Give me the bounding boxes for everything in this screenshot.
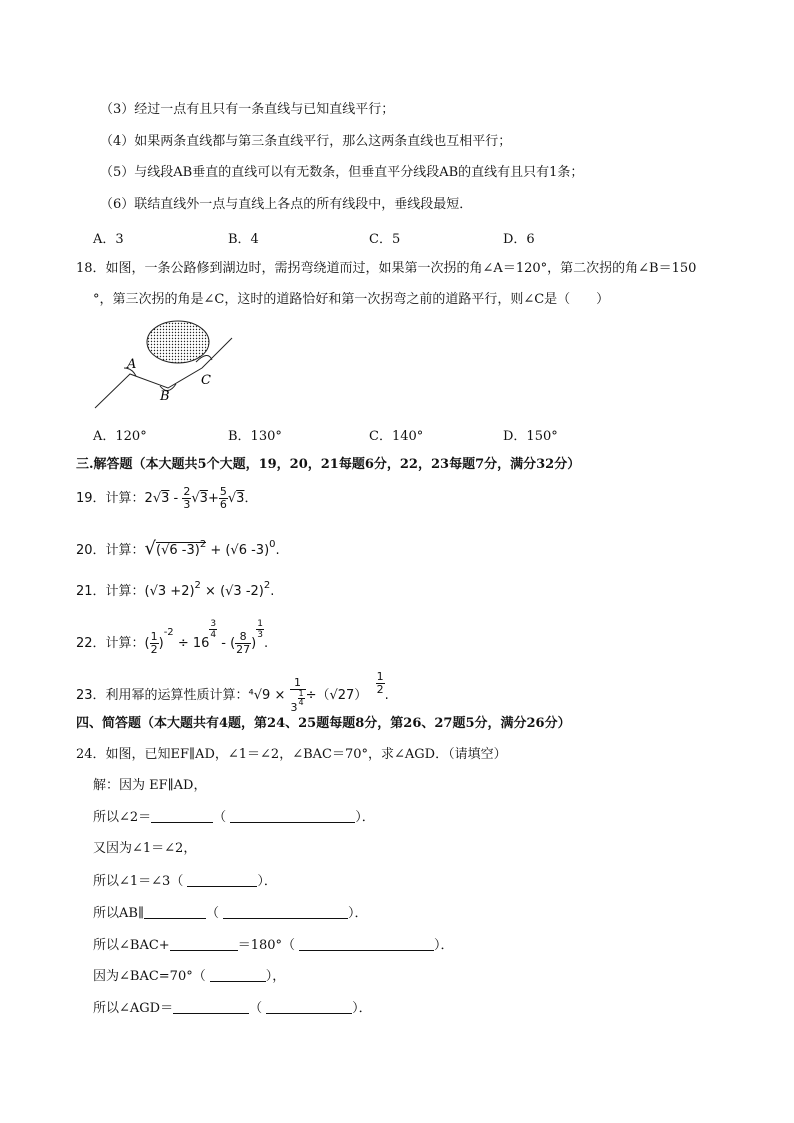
q19-prefix: 19．计算： <box>76 491 145 506</box>
q22-exp2: $\frac{3}{4}$ <box>210 619 217 640</box>
q24-blank-9[interactable] <box>173 999 249 1014</box>
q24-step8-text: 所以∠AGD＝ <box>93 1001 174 1016</box>
q23-power: $\frac{1}{2}$ <box>376 670 384 696</box>
q21-p1: (√3 +2) <box>144 584 195 599</box>
label-c: C <box>201 373 211 388</box>
q22-prefix: 22．计算： <box>76 636 145 651</box>
q18-option-b: B．130° <box>228 429 282 444</box>
q19-radicand: 3 <box>161 491 170 506</box>
q22-end: . <box>263 636 269 651</box>
q24-blank-8[interactable] <box>210 967 266 982</box>
q21 <box>76 574 274 604</box>
q17-option-d: D．6 <box>503 232 535 247</box>
q21-prefix: 21．计算： <box>76 584 145 599</box>
q24-close-2: ）． <box>257 874 277 889</box>
q22-frac2: $\frac{8}{27}$ <box>236 630 251 656</box>
q20-root-body <box>156 539 207 558</box>
q19-end: ． <box>244 491 258 506</box>
q24-step2 <box>93 808 375 827</box>
q24-open-6: （ <box>249 1001 263 1016</box>
q24-blank-7[interactable] <box>299 936 434 951</box>
q24-step4-text: 所以∠1＝∠3（ <box>93 874 184 889</box>
q21-end: . <box>270 584 275 599</box>
q24-step6-mid: ＝180°（ <box>237 938 296 953</box>
q22-div: ÷ 16 <box>173 636 210 651</box>
q24-close-1: ）． <box>355 810 375 825</box>
q24-step7-text: 因为∠BAC=70°（ <box>93 969 206 984</box>
q19-coef: 2 <box>144 491 153 506</box>
q17-option-b: B．4 <box>228 232 259 247</box>
q24-step8 <box>93 999 372 1018</box>
q23-root: ⁴√9 <box>248 688 271 703</box>
q23-frac: 1 3 $\frac{1}{4}$ <box>290 676 304 714</box>
list-item-4: （4）如果两条直线都与第三条直线平行，那么这两条直线也互相平行； <box>100 134 512 149</box>
q18-stem-line2: °，第三次拐的角是∠C，这时的道路恰好和第一次拐弯之前的道路平行，则∠C是（ ） <box>93 292 610 307</box>
q19-plus: + <box>207 491 219 506</box>
q24-close-6: ）． <box>352 1001 372 1016</box>
q17-option-a: A．3 <box>93 232 124 247</box>
q18-figure <box>90 316 250 416</box>
q24-blank-3[interactable] <box>187 872 257 887</box>
q21-sq1: 2 <box>194 580 201 591</box>
q18-option-a: A．120° <box>93 429 147 444</box>
q24-step6-text: 所以∠BAC+ <box>93 938 170 953</box>
q24-open-3: （ <box>205 906 219 921</box>
q24-close-4: ）． <box>434 938 454 953</box>
q24-blank-2[interactable] <box>230 808 355 823</box>
q18-option-c: C．140° <box>369 429 424 444</box>
q20: 20．计算：√(√6 -3)$^2$ + (√6 -3)$^0$. <box>76 538 280 559</box>
label-a: A <box>127 357 137 372</box>
lake-shape <box>147 321 209 363</box>
q24-stem: 24．如图，已知EF∥AD，∠1＝∠2，∠BAC＝70°，求∠AGD．（请填空） <box>76 747 507 762</box>
section3-heading: 三.解答题（本大题共5个大题，19，20，21每题6分，22，23每题7分，满分32分） <box>76 457 581 472</box>
q24-close-3: ）． <box>347 906 368 921</box>
q22-minus: - <box>217 636 231 651</box>
list-item-3: （3）经过一点有且只有一条直线与已知直线平行； <box>100 102 395 117</box>
q20-prefix: 20．计算： <box>76 543 145 558</box>
q17-option-c: C．5 <box>369 232 401 247</box>
q19-radicand2: 3 <box>199 491 208 506</box>
q23 <box>76 671 389 714</box>
q24-step3: 又因为∠1＝∠2， <box>93 841 197 856</box>
q22: 22．计算：( $\frac{1}{2}$ )$^{-2}$ ÷ 16 $\frac{3}{4}$ - ( $\frac{8}{27}$ ) $\frac{1}{3}$ . <box>76 619 269 656</box>
q24-step6 <box>93 936 454 955</box>
q23-end: . <box>384 688 389 703</box>
q23-times: × <box>270 688 290 703</box>
q24-blank-5[interactable] <box>223 904 348 919</box>
q20-zero: 0 <box>269 539 276 550</box>
q19-radicand3: 3 <box>236 491 245 506</box>
list-item-5: （5）与线段AB垂直的直线可以有无数条，但垂直平分线段AB的直线有且只有1条； <box>100 165 584 180</box>
q24-blank-6[interactable] <box>170 936 238 951</box>
q24-step7 <box>93 967 285 986</box>
q24-step4 <box>93 872 277 891</box>
q21-sq2: 2 <box>263 580 271 591</box>
q24-blank-1[interactable] <box>151 808 213 823</box>
q22-exp1: -2 <box>163 627 174 638</box>
q20-end: . <box>275 543 280 558</box>
q19-frac1: $\frac{2}{3}$ <box>183 485 191 511</box>
q24-step1: 解：因为 EF∥AD， <box>93 778 207 793</box>
q22-exp3: $\frac{1}{3}$ <box>257 619 263 640</box>
q24-open-1: （ <box>213 810 227 825</box>
q20-sq: 2 <box>199 539 207 550</box>
q24-step2-text: 所以∠2＝ <box>93 810 152 825</box>
q24-step5 <box>93 904 367 923</box>
q24-close-5: ）， <box>265 969 286 984</box>
q23-prefix: 23．利用幂的运算性质计算： <box>76 688 249 703</box>
q18-option-d: D．150° <box>503 429 558 444</box>
q19-minus: - <box>169 491 183 506</box>
q23-div: ÷（√27） <box>305 688 368 703</box>
q24-blank-4[interactable] <box>144 904 206 919</box>
q19-frac2: $\frac{5}{6}$ <box>219 485 227 511</box>
section4-heading: 四、简答题（本大题共有4题，第24、25题每题8分，第26、27题5分，满分26分） <box>76 716 571 731</box>
label-b: B <box>160 389 170 404</box>
list-item-6: （6）联结直线外一点与直线上各点的所有线段中，垂线段最短． <box>100 197 473 212</box>
q22-frac1: $\frac{1}{2}$ <box>150 630 158 656</box>
q18-stem-line1: 18．如图，一条公路修到湖边时，需拐弯绕道而过，如果第一次拐的角∠A＝120°，第二次拐的角∠B＝150 <box>76 261 697 276</box>
q20-plus: + (√6 -3) <box>206 543 270 558</box>
q24-blank-10[interactable] <box>266 999 352 1014</box>
q20-inner: (√6 -3) <box>156 543 200 558</box>
q24-step5-text: 所以AB∥ <box>93 906 144 921</box>
q21-times: × (√3 -2) <box>200 584 264 599</box>
q19: 19．计算：2√3 - $\frac{2}{3}$ √3+ $\frac{5}{6}$ √3． <box>76 485 258 511</box>
